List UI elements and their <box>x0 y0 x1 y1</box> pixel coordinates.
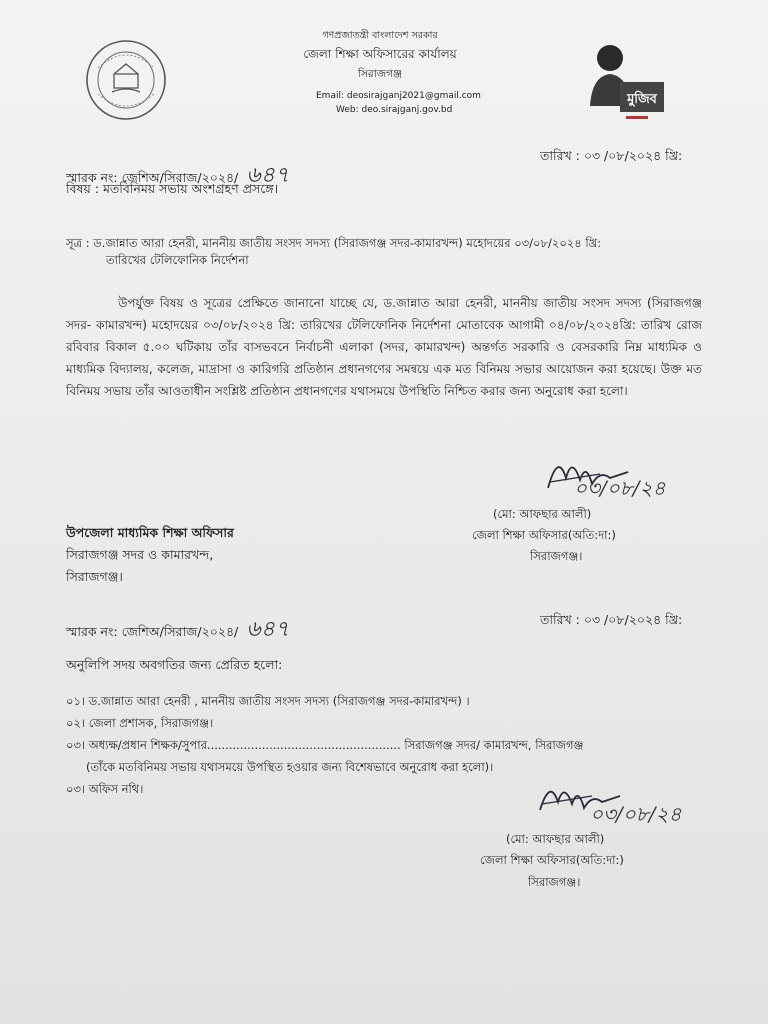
copy-item-4: ০৩। অফিস নথি। <box>66 782 144 796</box>
memo-date: তারিখ : ০৩ /০৮/২০২৪ খ্রি: <box>540 148 683 163</box>
memo-handwritten-number: ৬৪৭ <box>246 163 290 188</box>
copy-item-2: ০২। জেলা প্রশাসক, সিরাজগঞ্জ। <box>66 716 214 730</box>
recipient-title: উপজেলা মাধ্যমিক শিক্ষা অফিসার <box>66 525 234 540</box>
recipient-line-2: সিরাজগঞ্জ সদর ও কামারখন্দ, <box>66 547 214 562</box>
reference-line-2: তারিখের টেলিফোনিক নির্দেশনা <box>106 253 249 267</box>
reference-line-1: সূত্র : ড.জান্নাত আরা হেনরী, মাননীয় জাতীয় সংসদ সদস্য (সিরাজগঞ্জ সদর-কামারখন্দ) মহোদয়ের ০৩/০৮/২০২৪ খ্রি: <box>66 236 602 250</box>
signature-2-date: ০৩/০৮/২৪ <box>590 802 682 826</box>
signature-1-designation: জেলা শিক্ষা অফিসার(অতি:দা:) <box>472 528 616 542</box>
memo-2-handwritten-number: ৬৪৭ <box>246 617 290 642</box>
signature-1-name: (মো: আফছার আলী) <box>493 507 592 521</box>
body-paragraph: উপর্যুক্ত বিষয় ও সূত্রের প্রেক্ষিতে জানানো যাচ্ছে যে, ড.জান্নাত আরা হেনরী, মাননীয় জাতীয় সংসদ সদস্য (সিরাজগঞ্জ সদর- কামারখন্দ) মহোদয়ের ০৩/০৮/২০২৪ খ্রি: তারিখের টেলিফোনিক নির্দেশনা মোতাবেক আগামী ০৪/০৮/২০২৪খ্রি: তারিখ রোজ রবিবার বিকাল ৫.০০ ঘটিকায় তাঁর বাসভবনে নির্বাচনী এলাকা (সদর, কামারখন্দ) অন্তর্গত সরকারি ও বেসরকারি নিম্ন মাধ্যমিক ও মাধ্যমিক বিদ্যালয়, কলেজ, মাদ্রাসা ও কারিগরি প্রতিষ্ঠান প্রধানগণের সমন্বয়ে এক মত বিনিময় সভার আয়োজন করা হয়েছে। উক্ত মত বিনিময় সভায় তাঁর আওতাধীন সংশ্লিষ্ট প্রতিষ্ঠান প্রধানগণের যথাসময়ে উপস্থিতি নিশ্চিত করার জন্য অনুরোধ করা হলো। <box>66 296 702 398</box>
office-email: Email: deosirajganj2021@gmail.com <box>316 91 481 101</box>
signature-1-date: ০৩/০৮/২৪ <box>574 476 666 500</box>
copy-item-1: ০১। ড.জান্নাত আরা হেনরী , মাননীয় জাতীয় সংসদ সদস্য (সিরাজগঞ্জ সদর-কামারখন্দ) । <box>66 694 470 708</box>
memo-prefix: স্মারক নং: জেশিঅ/সিরাজ/২০২৪/ <box>66 170 239 185</box>
signature-1-place: সিরাজগঞ্জ। <box>530 549 583 563</box>
office-name: জেলা শিক্ষা অফিসারের কার্যালয় <box>303 47 457 61</box>
copy-heading: অনুলিপি সদয় অবগতির জন্য প্রেরিত হলো: <box>66 657 283 672</box>
portrait-emblem-icon <box>580 36 666 126</box>
copy-item-3: ০৩। অধ্যক্ষ/প্রধান শিক্ষক/সুপার..................................................... সিরাজগঞ্জ সদর/ কামারখন্দ, সিরাজগঞ্জ <box>66 738 584 752</box>
office-seal-icon <box>84 38 168 122</box>
memo-2-number-line <box>66 612 289 649</box>
memo-2-prefix: স্মারক নং: জেশিঅ/সিরাজ/২০২৪/ <box>66 624 239 639</box>
portrait-caption: মুজিব <box>627 92 657 107</box>
subject-line: বিষয় : মতবিনিময় সভায় অংশগ্রহণ প্রসঙ্গে। <box>66 181 279 196</box>
copy-item-3-note: (তাঁকে মতবিনিময় সভায় যথাসময়ে উপস্থিত হওয়ার জন্য বিশেষভাবে অনুরোধ করা হলো)। <box>86 760 494 774</box>
memo-2-date: তারিখ : ০৩ /০৮/২০২৪ খ্রি: <box>540 612 683 627</box>
government-name: গণপ্রজাতন্ত্রী বাংলাদেশ সরকার <box>322 30 438 41</box>
signature-2-designation: জেলা শিক্ষা অফিসার(অতি:দা:) <box>480 853 624 867</box>
signature-2-name: (মো: আফছার আলী) <box>506 832 605 846</box>
recipient-line-3: সিরাজগঞ্জ। <box>66 569 123 584</box>
office-web: Web: deo.sirajganj.gov.bd <box>336 105 453 115</box>
signature-2-place: সিরাজগঞ্জ। <box>528 875 581 889</box>
office-district: সিরাজগঞ্জ <box>357 68 402 80</box>
